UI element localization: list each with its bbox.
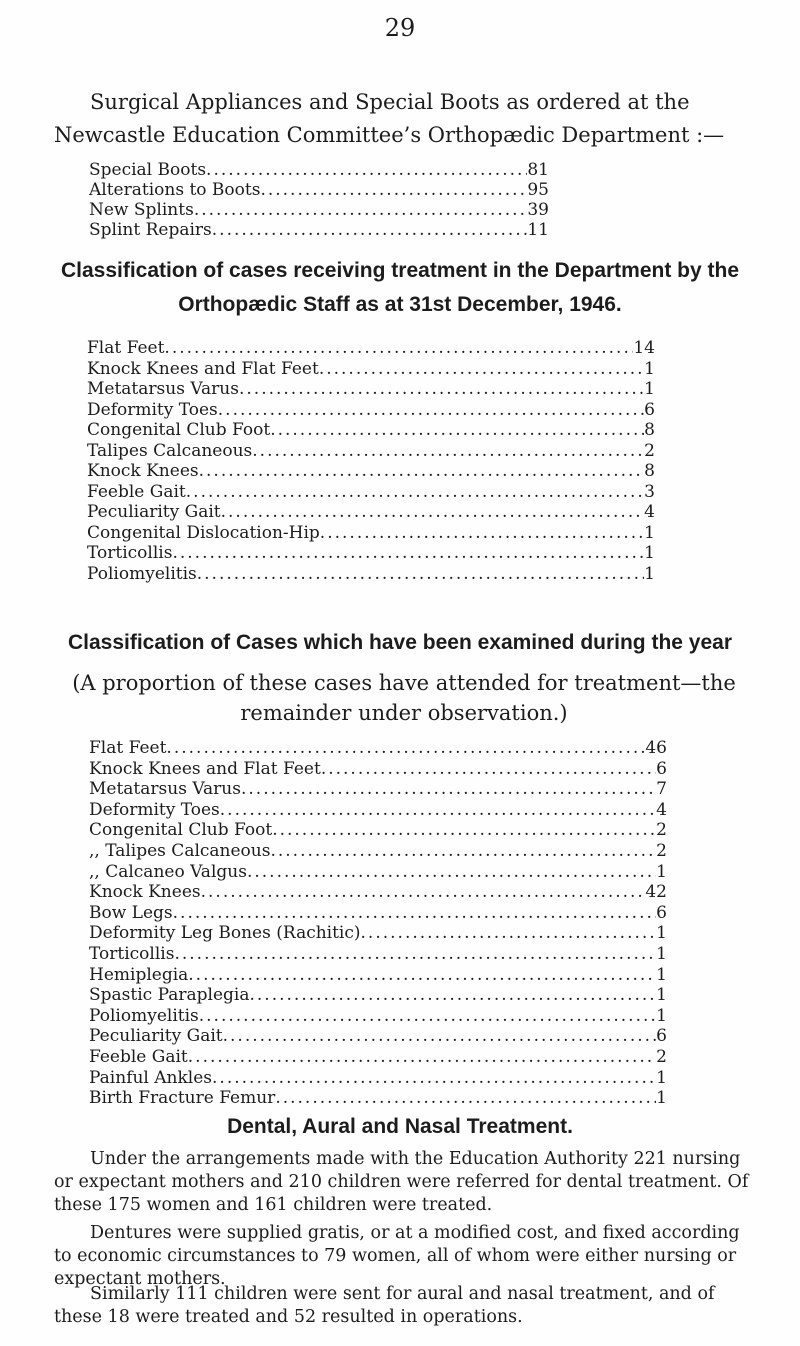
- item-label: Peculiarity Gait: [89, 1026, 223, 1047]
- item-label: Bow Legs: [89, 902, 173, 923]
- item-label: Metatarsus Varus: [89, 779, 241, 800]
- item-value: 1: [644, 543, 655, 563]
- list-item: [89, 862, 667, 883]
- item-value: 1: [656, 943, 667, 964]
- item-value: 95: [527, 180, 549, 200]
- item-value: 7: [656, 779, 667, 800]
- list-item: [89, 779, 667, 800]
- item-label: Torticollis: [87, 543, 173, 563]
- examined-classification-list: [89, 738, 667, 1109]
- list-item: [89, 903, 667, 924]
- item-value: 2: [656, 1046, 667, 1067]
- examined-classification-subheading: (A proportion of these cases have attended for treatment—the remainder under observation.): [72, 671, 736, 725]
- item-label: Knock Knees and Flat Feet: [89, 758, 321, 779]
- item-value: 42: [645, 882, 667, 903]
- item-label: ,, Calcaneo Valgus: [89, 861, 247, 882]
- list-item: [89, 841, 667, 862]
- list-item: [89, 180, 549, 200]
- list-item: [89, 1006, 667, 1027]
- item-label: Knock Knees and Flat Feet: [87, 358, 319, 379]
- list-item: [89, 923, 667, 944]
- dental-paragraph-1: Under the arrangements made with the Education Authority 221 nursing or expectant mothers and 210 children were referred for dental treatment. Of these 175 women and 161 children were treated.: [54, 1149, 749, 1215]
- item-value: 2: [656, 840, 667, 861]
- list-item: [87, 338, 655, 359]
- list-item: [87, 420, 655, 441]
- dental-paragraph-3: Similarly 111 children were sent for aural and nasal treatment, and of these 18 were treated and 52 resulted in operations.: [54, 1284, 715, 1327]
- intro-paragraph: Surgical Appliances and Special Boots as ordered at the Newcastle Education Committee’s Orthopædic Department :—: [54, 90, 725, 147]
- list-item: [89, 882, 667, 903]
- item-value: 1: [644, 522, 655, 543]
- item-label: Alterations to Boots: [89, 180, 261, 200]
- item-label: Painful Ankles: [89, 1067, 213, 1088]
- item-label: Flat Feet: [89, 738, 167, 758]
- item-value: 2: [644, 440, 655, 461]
- item-value: 81: [527, 160, 549, 180]
- item-label: Metatarsus Varus: [87, 379, 239, 399]
- item-value: 1: [656, 985, 667, 1006]
- list-item: [87, 502, 655, 523]
- item-label: Talipes Calcaneous: [87, 440, 253, 461]
- item-label: New Splints: [89, 200, 194, 220]
- list-item: [89, 1047, 667, 1068]
- item-value: 3: [644, 481, 655, 502]
- list-item: [87, 441, 655, 462]
- list-item: [89, 200, 549, 220]
- item-label: Peculiarity Gait: [87, 502, 221, 522]
- item-label: Special Boots: [89, 160, 207, 180]
- list-item: [89, 220, 549, 240]
- item-value: 1: [656, 1088, 667, 1109]
- item-label: Feeble Gait: [87, 481, 186, 502]
- list-item: [89, 759, 667, 780]
- list-item: [87, 564, 655, 585]
- item-value: 1: [656, 1067, 667, 1088]
- list-item: [89, 965, 667, 986]
- appliances-list: [89, 160, 549, 240]
- item-value: 1: [656, 1005, 667, 1026]
- item-value: 6: [656, 902, 667, 923]
- item-value: 1: [656, 964, 667, 985]
- list-item: [87, 482, 655, 503]
- item-value: 1: [644, 379, 655, 399]
- item-label: ,, Talipes Calcaneous: [89, 840, 271, 861]
- treatment-classification-heading: Classification of cases receiving treatment in the Department by the Orthopædic Staff as at 31st December, 1946.: [60, 259, 740, 316]
- item-value: 14: [633, 338, 655, 358]
- item-value: 4: [656, 799, 667, 820]
- dental-heading: Dental, Aural and Nasal Treatment.: [227, 1115, 573, 1138]
- item-label: Deformity Toes: [87, 399, 218, 420]
- list-item: [89, 800, 667, 821]
- treatment-classification-list: [87, 338, 655, 584]
- item-value: 1: [656, 861, 667, 882]
- list-item: [87, 543, 655, 564]
- item-label: Knock Knees: [87, 461, 199, 481]
- item-label: Spastic Paraplegia: [89, 985, 250, 1006]
- list-item: [87, 379, 655, 400]
- list-item: [89, 820, 667, 841]
- item-value: 6: [644, 399, 655, 420]
- item-value: 11: [527, 220, 549, 240]
- item-label: Congenital Club Foot: [89, 820, 273, 841]
- list-item: [87, 400, 655, 421]
- item-label: Knock Knees: [89, 882, 201, 903]
- item-value: 46: [645, 738, 667, 758]
- item-label: Birth Fracture Femur: [89, 1088, 276, 1109]
- item-value: 1: [644, 563, 655, 584]
- list-item: [89, 985, 667, 1006]
- item-label: Poliomyelitis: [89, 1005, 199, 1026]
- list-item: [89, 944, 667, 965]
- list-item: [87, 523, 655, 544]
- item-label: Congenital Club Foot: [87, 420, 271, 440]
- item-value: 1: [656, 923, 667, 944]
- item-label: Poliomyelitis: [87, 563, 197, 584]
- item-label: Hemiplegia: [89, 964, 189, 985]
- item-label: Flat Feet: [87, 338, 165, 358]
- item-label: Torticollis: [89, 943, 175, 964]
- dental-paragraph-2: Dentures were supplied gratis, or at a modified cost, and fixed according to economic circumstances to 79 women, all of whom were either nursing or expectant mothers.: [54, 1223, 740, 1289]
- examined-classification-heading: Classification of Cases which have been examined during the year: [67, 631, 733, 654]
- item-value: 2: [656, 820, 667, 841]
- item-value: 39: [527, 200, 549, 220]
- list-item: [89, 160, 549, 180]
- page-number: 29: [384, 14, 416, 42]
- item-label: Deformity Leg Bones (Rachitic): [89, 923, 361, 944]
- item-label: Splint Repairs: [89, 220, 212, 240]
- item-value: 6: [656, 1026, 667, 1047]
- item-label: Congenital Dislocation-Hip: [87, 522, 320, 543]
- item-value: 8: [644, 461, 655, 481]
- list-item: [89, 1068, 667, 1089]
- list-item: [87, 359, 655, 380]
- item-value: 4: [644, 502, 655, 522]
- list-item: [87, 461, 655, 482]
- item-value: 1: [644, 358, 655, 379]
- item-value: 6: [656, 758, 667, 779]
- list-item: [89, 1088, 667, 1109]
- item-value: 8: [644, 420, 655, 440]
- list-item: [89, 738, 667, 759]
- item-label: Feeble Gait: [89, 1046, 188, 1067]
- list-item: [89, 1026, 667, 1047]
- item-label: Deformity Toes: [89, 799, 220, 820]
